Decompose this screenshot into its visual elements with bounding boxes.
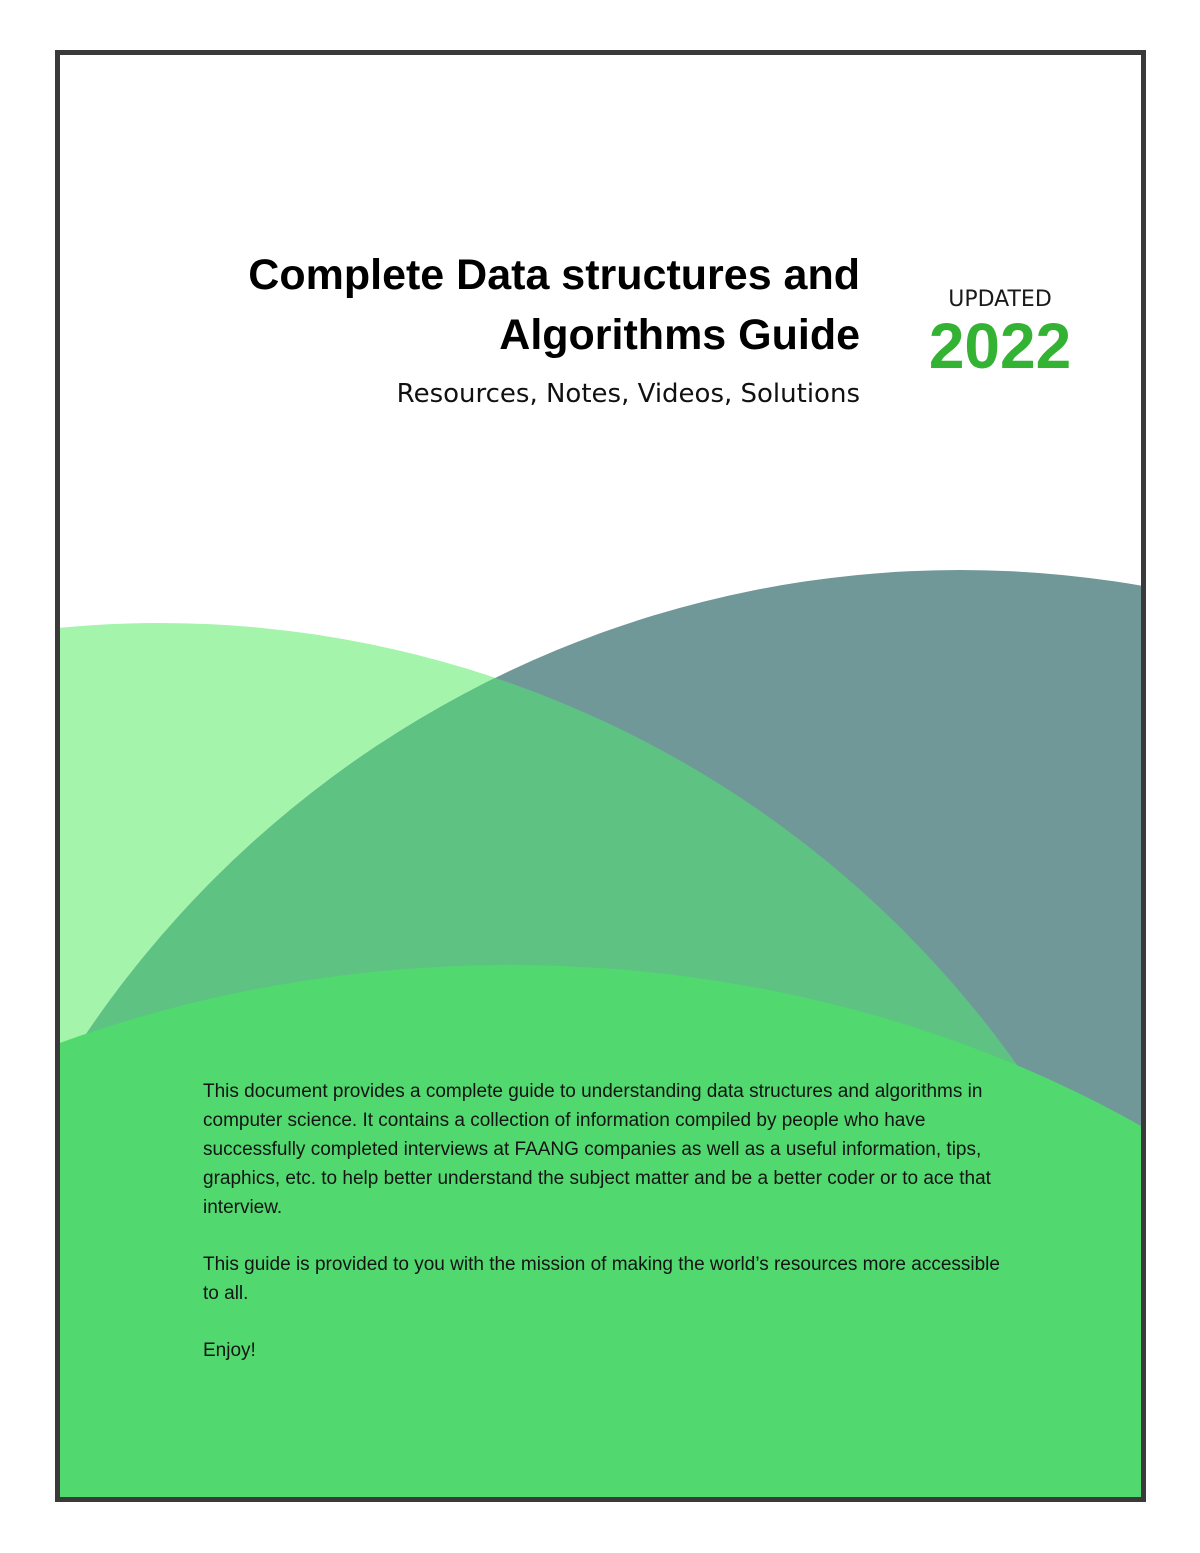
intro-text	[203, 1077, 1013, 1393]
mission-paragraph: This guide is provided to you with the mission of making the world’s resources more accessible to all.	[203, 1254, 1000, 1304]
title-line-1: Complete Data structures and	[248, 251, 860, 299]
updated-label: UPDATED	[948, 287, 1052, 312]
document-page	[55, 50, 1146, 1502]
updated-year: 2022	[928, 310, 1072, 382]
intro-paragraph: This document provides a complete guide to understanding data structures and algorithms in computer science. It contains a collection of information compiled by people who have successfully completed interviews at FAANG companies as well as a useful information, tips, graphics, etc. to help better understand the subject matter and be a better coder or to ace that interview.	[203, 1081, 991, 1218]
closing-line: Enjoy!	[203, 1340, 256, 1361]
title-block	[180, 245, 860, 411]
title-line-2: Algorithms Guide	[499, 311, 860, 359]
subtitle: Resources, Notes, Videos, Solutions	[396, 379, 860, 409]
updated-badge	[915, 287, 1085, 382]
